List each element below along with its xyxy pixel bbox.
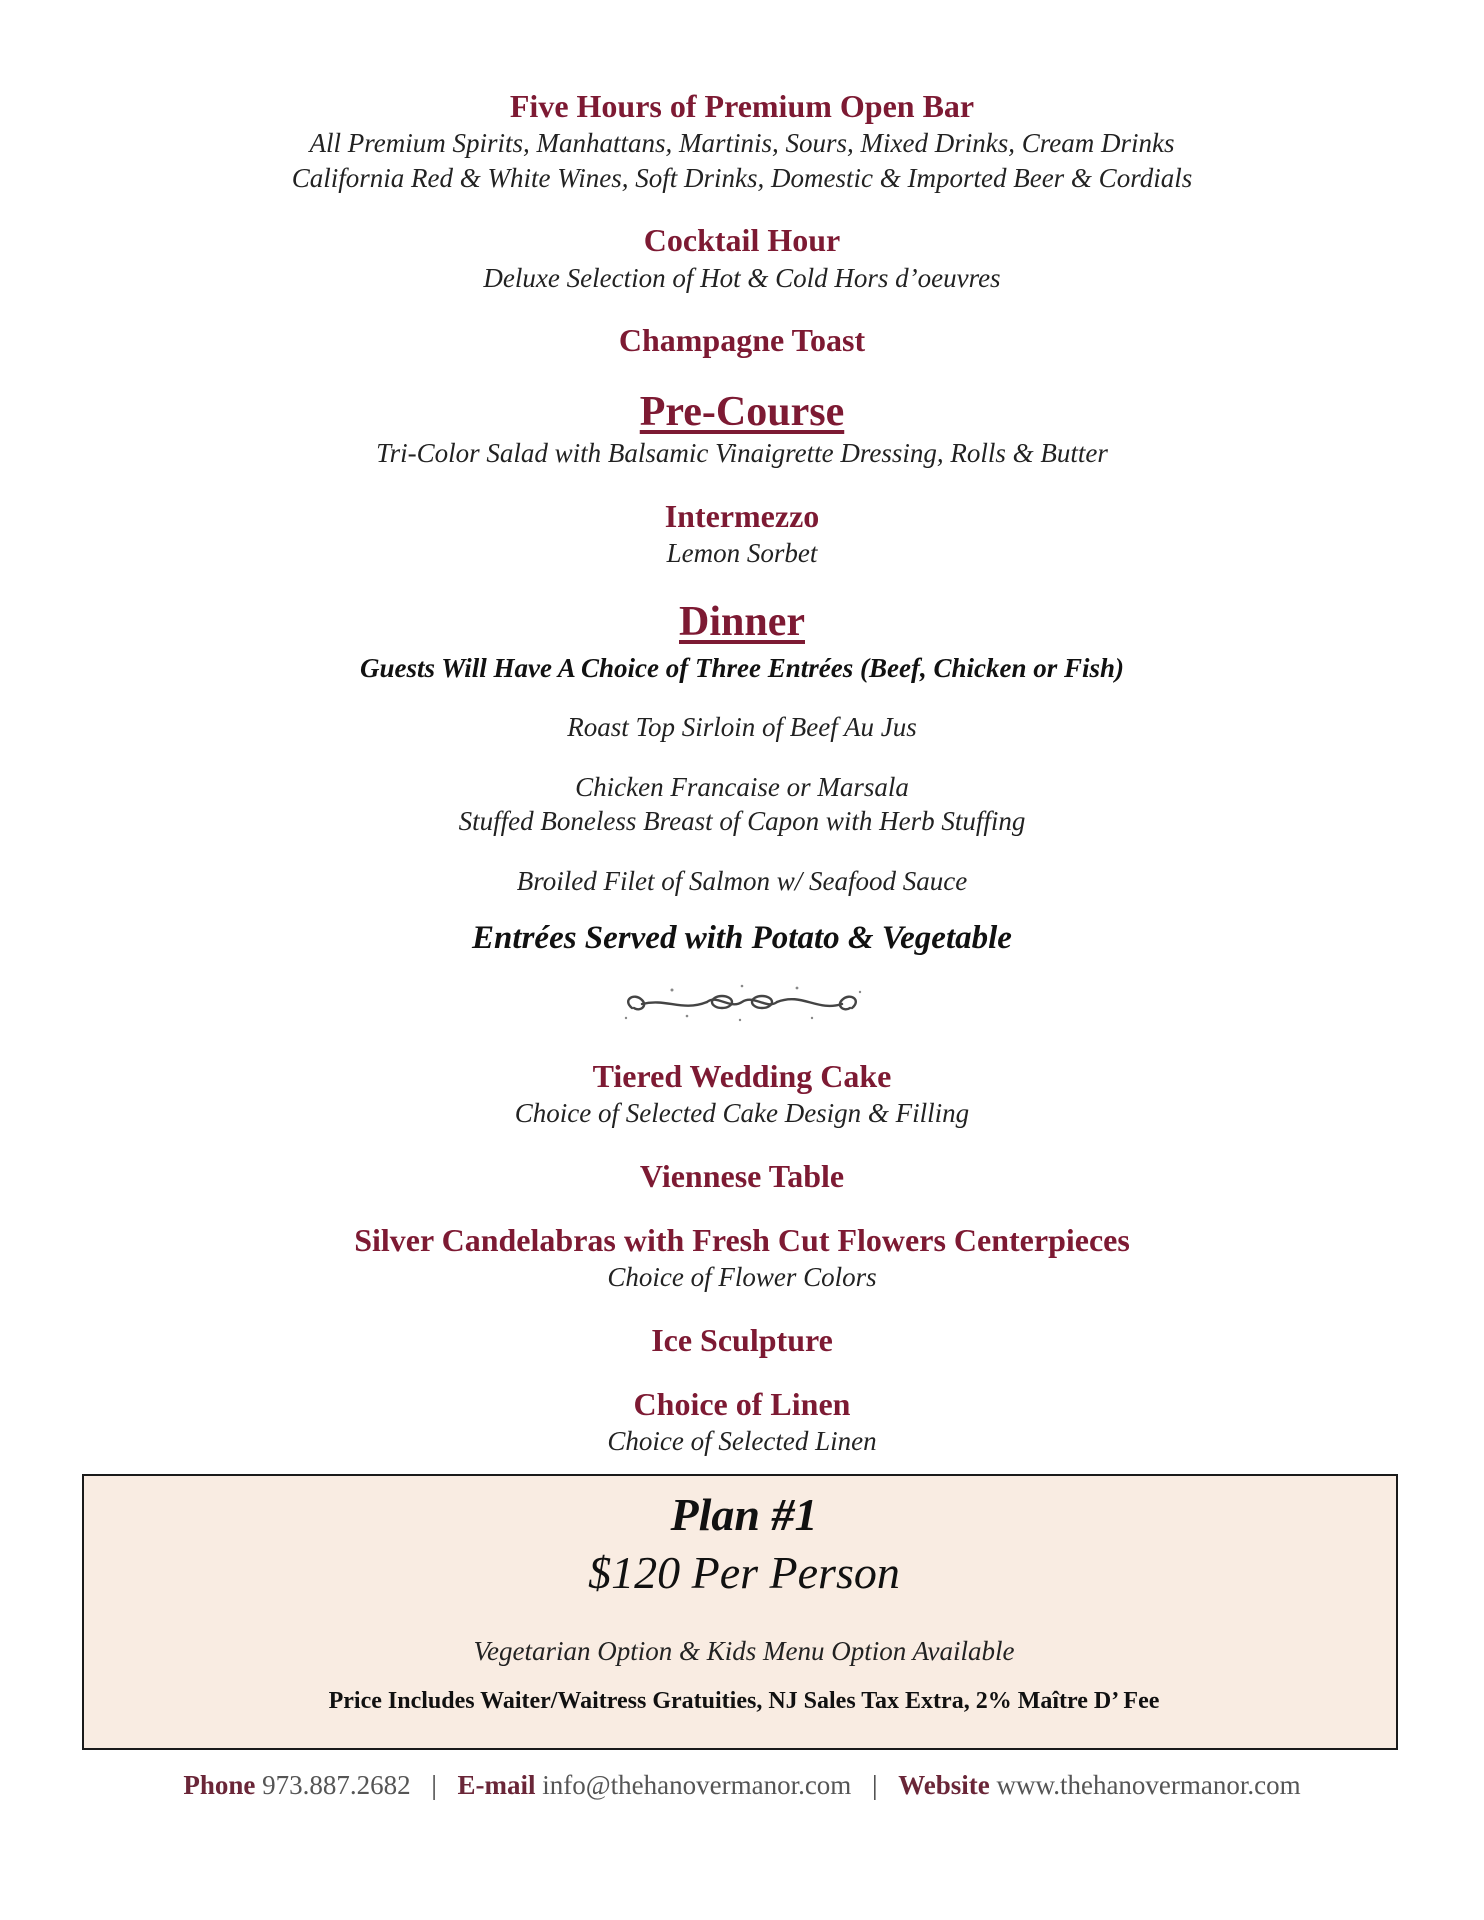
website-label: Website <box>898 1770 990 1800</box>
plan-box <box>82 1474 1398 1750</box>
linen-title: Choice of Linen <box>633 1386 851 1422</box>
phone-label: Phone <box>183 1770 256 1800</box>
scroll-flourish-icon <box>612 978 872 1028</box>
linen-desc: Choice of Selected Linen <box>607 1426 877 1456</box>
email-link[interactable]: info@thehanovermanor.com <box>542 1770 852 1800</box>
cake-desc: Choice of Selected Cake Design & Filling <box>514 1098 970 1128</box>
intermezzo-desc: Lemon Sorbet <box>666 538 818 568</box>
entree-chicken-2: Stuffed Boneless Breast of Capon with Herb Stuffing <box>458 806 1026 836</box>
entrees-served-with: Entrées Served with Potato & Vegetable <box>472 920 1012 956</box>
plan-note: Vegetarian Option & Kids Menu Option Available <box>473 1636 1015 1666</box>
open-bar-title: Five Hours of Premium Open Bar <box>509 88 975 124</box>
contact-footer <box>0 1770 1484 1801</box>
open-bar-line-2: California Red & White Wines, Soft Drinks, Domestic & Imported Beer & Cordials <box>291 163 1193 193</box>
dinner-title: Dinner <box>679 599 805 645</box>
pre-course-desc: Tri-Color Salad with Balsamic Vinaigrette Dressing, Rolls & Butter <box>376 438 1108 468</box>
plan-title: Plan #1 <box>670 1489 818 1540</box>
plan-price: $120 Per Person <box>588 1547 900 1598</box>
ice-sculpture-title: Ice Sculpture <box>651 1322 833 1358</box>
pre-course-title: Pre-Course <box>639 389 845 435</box>
entree-chicken-1: Chicken Francaise or Marsala <box>575 772 909 802</box>
entree-beef: Roast Top Sirloin of Beef Au Jus <box>567 712 917 742</box>
dinner-subtitle: Guests Will Have A Choice of Three Entrées (Beef, Chicken or Fish) <box>359 653 1124 683</box>
candelabras-title: Silver Candelabras with Fresh Cut Flowers Centerpieces <box>354 1222 1130 1258</box>
footer-separator: | <box>872 1770 878 1800</box>
viennese-title: Viennese Table <box>639 1158 845 1194</box>
candelabras-desc: Choice of Flower Colors <box>607 1262 877 1292</box>
cocktail-hour-desc: Deluxe Selection of Hot & Cold Hors d’oeuvres <box>483 263 1001 293</box>
email-label: E-mail <box>457 1770 536 1800</box>
footer-separator: | <box>431 1770 437 1800</box>
cocktail-hour-title: Cocktail Hour <box>643 222 841 258</box>
cake-title: Tiered Wedding Cake <box>592 1058 892 1094</box>
phone-number[interactable]: 973.887.2682 <box>262 1770 411 1800</box>
entree-fish: Broiled Filet of Salmon w/ Seafood Sauce <box>516 866 968 896</box>
intermezzo-title: Intermezzo <box>664 498 820 534</box>
plan-fine-print: Price Includes Waiter/Waitress Gratuities, NJ Sales Tax Extra, 2% Maître D’ Fee <box>328 1688 1160 1714</box>
open-bar-line-1: All Premium Spirits, Manhattans, Martinis, Sours, Mixed Drinks, Cream Drinks <box>309 128 1175 158</box>
champagne-toast-title: Champagne Toast <box>618 322 866 358</box>
website-link[interactable]: www.thehanovermanor.com <box>996 1770 1301 1800</box>
